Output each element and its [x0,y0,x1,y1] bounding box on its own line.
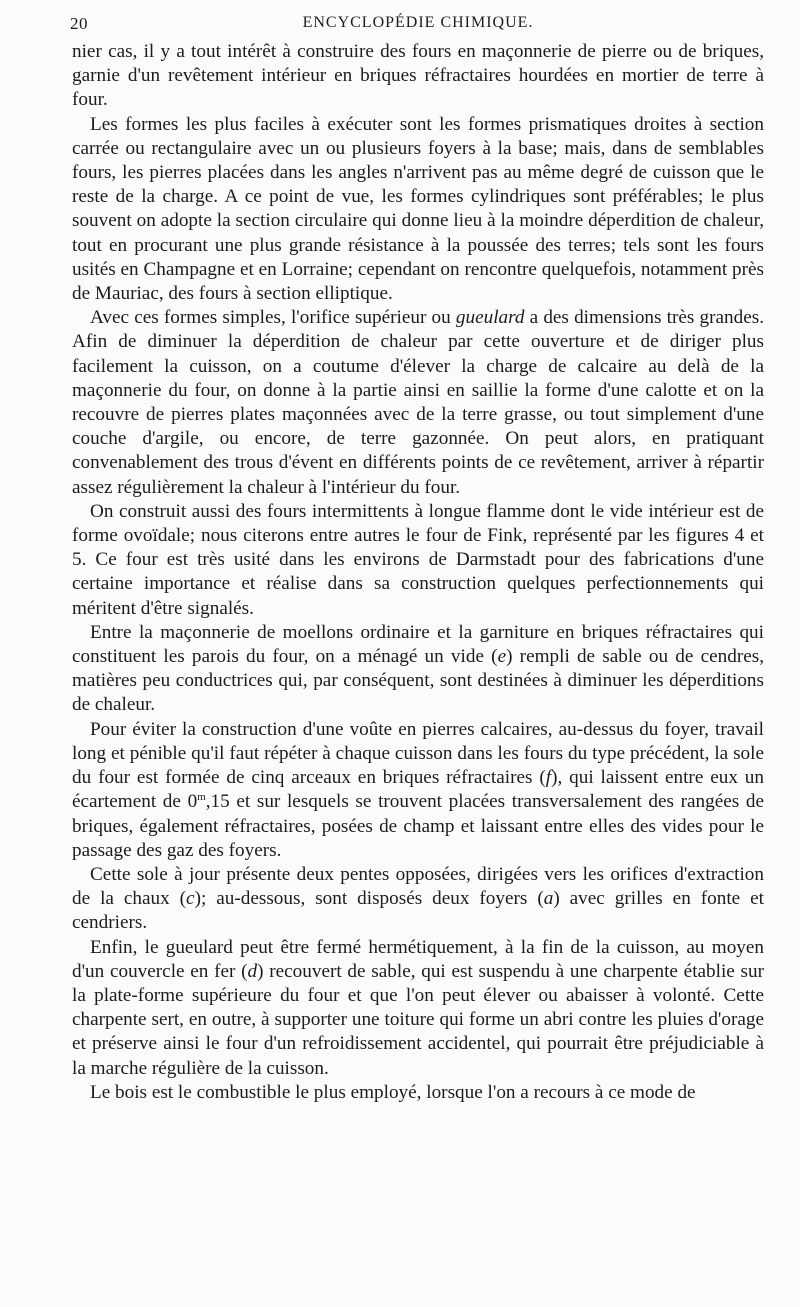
paragraph-fink-kiln [72,500,764,621]
running-title: ENCYCLOPÉDIE CHIMIQUE. [302,14,534,31]
page-number: 20 [70,14,88,33]
paragraph-fuel [72,1081,764,1105]
paragraph-sand-gap [72,621,764,718]
paragraph-text: ); au-dessous, sont disposés deux foyers ( [194,888,544,910]
paragraph-text: nier cas, il y a tout intérêt à construire des fours en maçonnerie de pierre ou de briques, garnie d'un revêtement intérieur en briques réfractaires hourdées en mortier de terre à four. [72,41,764,111]
paragraph-continuation [72,40,764,113]
paragraph-text: ) avec grilles en fonte et cendriers. [72,888,764,934]
paragraph-text: Avec ces formes simples, l'orifice supérieur ou [90,307,456,329]
paragraph-text: a des dimensions très grandes. Afin de diminuer la déperdition de chaleur par cette ouverture et de diriger plus facilement la cuisson, on a coutume d'élever la charge de calcaire au delà de la maçonnerie du four, on donne à la partie ainsi en saillie la forme d'une calotte et on la recouvre de pierres plates maçonnées avec de la terre grasse, ou tout simplement d'une couche d'argile, ou encore, de terre gazonnée. On peut alors, en pratiquant convenablement des trous d'évent en différents points de ce revêtement, arriver à répartir assez régulièrement la chaleur à l'intérieur du four. [72,307,764,498]
paragraph-gueulard [72,306,764,500]
unit-superscript: m [197,791,206,804]
body-text [72,40,764,1105]
paragraph-text: ), qui laissent entre eux un écartement de 0 [72,767,764,813]
paragraph-text: ) recouvert de sable, qui est suspendu à une charpente établie sur la plate-forme supérieure du four et que l'on peut élever ou abaisser à volonté. Cette charpente sert, en outre, à supporter une toiture qui forme un abri contre les pluies d'orage et préserve ainsi le four d'un refroidissement accidentel, qui pourrait être préjudiciable à la marche régulière de la cuisson. [72,960,764,1079]
paragraph-text: Entre la maçonnerie de moellons ordinaire et la garniture en briques réfractaires qui constituent les parois du four, on a ménagé un vide ( [72,621,764,668]
running-head [72,10,764,40]
paragraph-text: Le bois est le combustible le plus employé, lorsque l'on a recours à ce mode de [90,1081,696,1103]
paragraph-open-sole [72,863,764,936]
paragraph-text: Cette sole à jour présente deux pentes opposées, dirigées vers les orifices d'extraction de la chaux ( [72,863,764,910]
paragraph-text: Pour éviter la construction d'une voûte en pierres calcaires, au-dessus du foyer, travail long et pénible qu'il faut répéter à chaque cuisson dans les fours du type précédent, la sole du four est formée de cinq arceaux en briques réfractaires ( [72,718,764,789]
italic-term: gueulard [455,307,525,329]
italic-label: c [186,888,195,910]
italic-label: d [247,960,258,982]
paragraph-text: On construit aussi des fours intermittents à longue flamme dont le vide intérieur est de forme ovoïdale; nous citerons entre autres le four de Fink, représenté par les figures 4 et 5. Ce four est très usité dans les environs de Darmstadt pour des fabrications d'une certaine importance et réalise dans sa construction quelques perfectionnements qui méritent d'être signalés. [72,500,764,619]
paragraph-text: ) rempli de sable ou de cendres, matières peu conductrices qui, par conséquent, sont destinées à diminuer les déperditions de chaleur. [72,646,764,716]
paragraph-text: Enfin, le gueulard peut être fermé hermétiquement, à la fin de la cuisson, au moyen d'un couvercle en fer ( [72,936,764,982]
paragraph-text: ,15 et sur lesquels se trouvent placées transversalement des rangées de briques, également réfractaires, posées de champ et laissant entre elles des vides pour le passage des gaz des foyers. [72,791,764,861]
italic-label: e [497,646,507,668]
paragraph-text: Les formes les plus faciles à exécuter sont les formes prismatiques droites à section carrée ou rectangulaire avec un ou plusieurs foyers à la base; mais, dans de semblables fours, les pierres placées dans les angles n'arrivent pas au même degré de cuisson que le reste de la charge. A ce point de vue, les formes cylindriques sont préférables; le plus souvent on adopte la section circulaire qui donne lieu à la moindre déperdition de chaleur, tout en procurant une plus grande résistance à la poussée des terres; tels sont les fours usités en Champagne et en Lorraine; cependant on rencontre quelquefois, notamment près de Mauriac, des fours à section elliptique. [72,113,764,305]
paragraph-iron-cover [72,936,764,1081]
italic-label: a [543,888,554,910]
paragraph-sole-arches [72,718,764,863]
paragraph-kiln-shapes [72,113,764,307]
italic-label: f [545,767,552,789]
